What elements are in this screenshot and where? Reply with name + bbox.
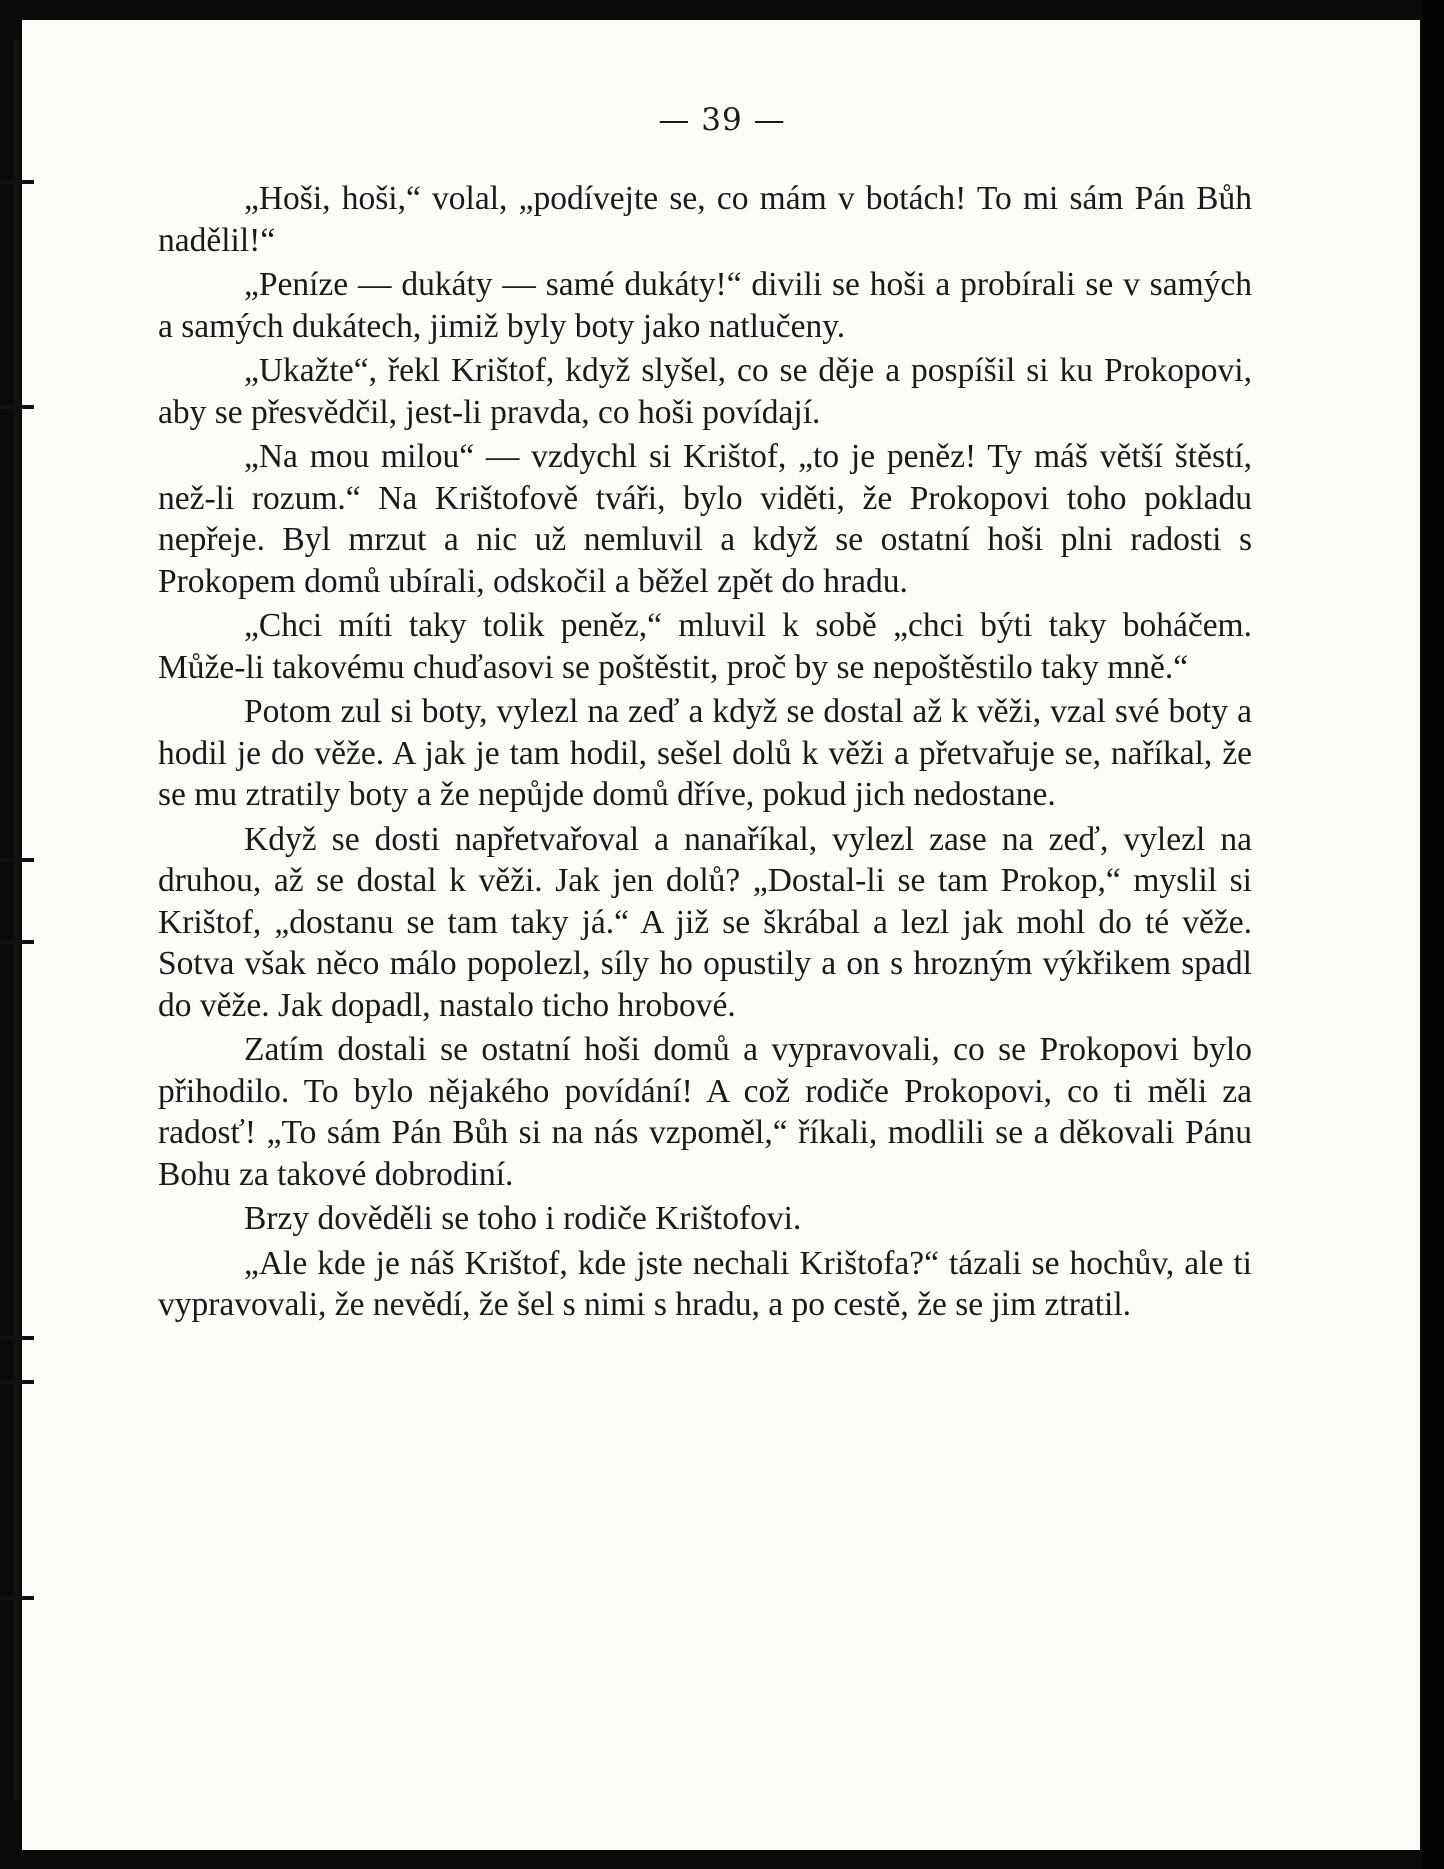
paragraph: „Na mou milou“ — vzdychl si Krištof, „to je peněz! Ty máš větší štěstí, než-li rozum.“ Na Krištofově tváři, bylo viděti, že Prokopovi toho pokladu nepřeje. Byl mrzut a nic už nemluvil a když se ostatní hoši plni radosti s Prokopem domů ubírali, odskočil a běžel zpět do hradu. [158,438,1252,600]
binding-mark [0,1596,34,1600]
binding-mark [0,405,34,409]
paragraph: „Ukažte“, řekl Krištof, když slyšel, co se děje a pospíšil si ku Prokopovi, aby se přesvědčil, jest-li pravda, co hoši povídají. [158,352,1252,431]
right-scan-border [1422,0,1444,1869]
binding-edge [14,40,20,1800]
paragraph: Zatím dostali se ostatní hoši domů a vypravovali, co se Prokopovi bylo přihodilo. To bylo nějakého povídání! A což rodiče Prokopovi, co ti měli za radosť! „To sám Pán Bůh si na nás vzpoměl,“ říkali, modlili se a děkovali Pánu Bohu za takové dobrodiní. [158,1031,1252,1193]
paragraph: „Peníze — dukáty — samé dukáty!“ divili se hoši a probírali se v samých a samých dukátech, jimiž byly boty jako natlučeny. [158,266,1252,345]
binding-mark [0,940,34,944]
paragraph: Když se dosti napřetvařoval a nanaříkal, vylezl zase na zeď, vylezl na druhou, až se dostal k věži. Jak jen dolů? „Dostal-li se tam Prokop,“ myslil si Krištof, „dostanu se tam taky já.“ A již se škrábal a lezl jak mohl do té věže. Sotva však něco málo popolezl, síly ho opustily a on s hrozným výkřikem spadl do věže. Jak dopadl, nastalo ticho hrobové. [158,820,1252,1024]
binding-mark [0,1380,34,1384]
binding-mark [0,1336,34,1340]
paragraph: „Chci míti taky tolik peněz,“ mluvil k sobě „chci býti taky boháčem. Může-li takovému chuďasovi se poštěstit, proč by se nepoštěstilo taky mně.“ [158,607,1252,686]
binding-mark [0,858,34,862]
paragraph: „Hoši, hoši,“ volal, „podívejte se, co mám v botách! To mi sám Pán Bůh nadělil!“ [158,180,1252,259]
page-number: — 39 — [658,102,786,138]
binding-mark [0,180,34,184]
paragraph: Potom zul si boty, vylezl na zeď a když se dostal až k věži, vzal své boty a hodil je do věže. A jak je tam hodil, sešel dolů k věži a přetvařuje se, naříkal, že se mu ztratily boty a že nepůjde domů dříve, pokud jich nedostane. [158,693,1252,813]
body-text [158,178,1252,1329]
paragraph: „Ale kde je náš Krištof, kde jste nechali Krištofa?“ tázali se hochův, ale ti vypravovali, že nevědí, že šel s nimi s hradu, a po cestě, že se jim ztratil. [158,1244,1252,1323]
paragraph: Brzy dověděli se toho i rodiče Krištofovi. [244,1200,802,1237]
